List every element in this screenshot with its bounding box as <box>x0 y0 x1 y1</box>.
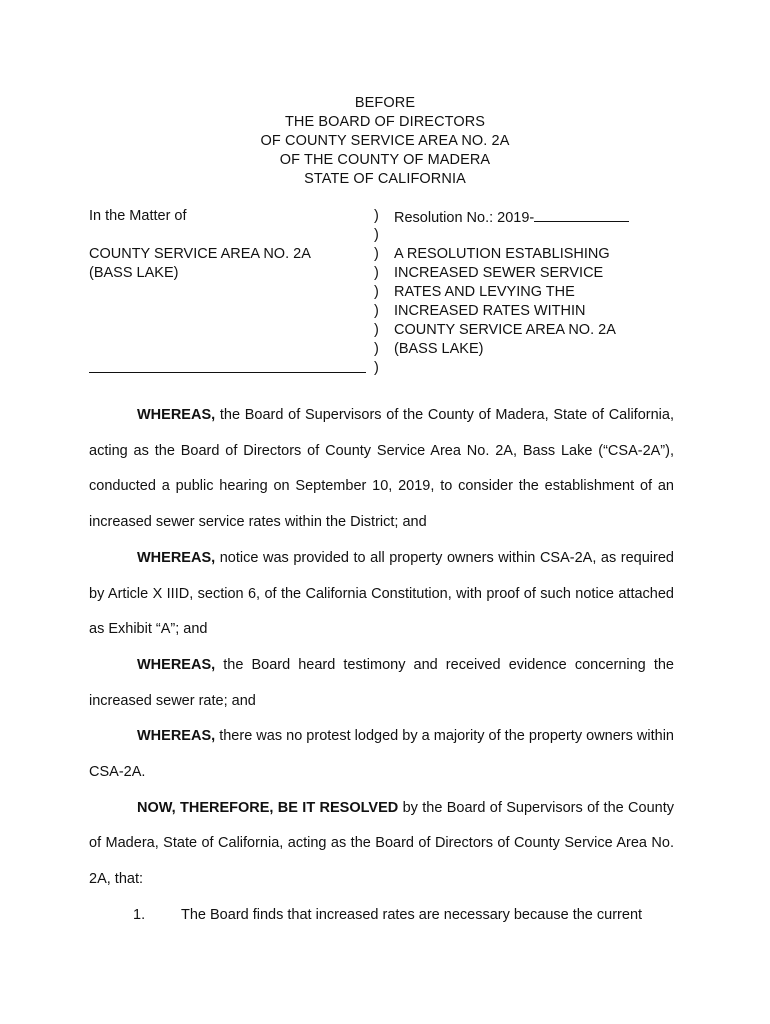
paragraph-lead: WHEREAS, <box>137 407 216 423</box>
paragraph-text: there was no protest lodged by a majority of the property owners within CSA-2A. <box>89 728 674 781</box>
case-caption <box>89 207 689 387</box>
paragraph-text: by the Board of Supervisors of the County of Madera, State of California, acting as the Board of Directors of County Service Area No. 2A, that: <box>89 799 674 888</box>
resolution-number-label: Resolution No.: 2019- <box>394 210 535 226</box>
resolution-title-line: COUNTY SERVICE AREA NO. 2A <box>394 322 616 338</box>
numbered-item-1 <box>89 898 674 934</box>
resolution-number-line <box>394 207 694 226</box>
paragraph-text: the Board heard testimony and received evidence concerning the increased sewer rate; and <box>89 656 674 709</box>
paren: ) <box>374 227 379 243</box>
resolution-title-line: (BASS LAKE) <box>394 341 484 357</box>
header-line-state: STATE OF CALIFORNIA <box>304 171 466 187</box>
paren: ) <box>374 246 379 262</box>
paren: ) <box>374 208 379 224</box>
caption-paren-column <box>374 207 384 378</box>
paragraph-lead: WHEREAS, <box>137 656 216 673</box>
whereas-paragraph-1 <box>89 398 674 541</box>
whereas-paragraph-2 <box>89 541 674 648</box>
paren: ) <box>374 265 379 281</box>
caption-left-column <box>89 207 369 283</box>
paragraph-text: the Board of Supervisors of the County of Madera, State of California, acting as the Board of Directors of County Service Area No. 2A, Bass Lake (“CSA-2A”), conducted a public hearing on September 10, 2019, to consider the establishment of an increased sewer service rates within the District; and <box>89 407 674 531</box>
document-header <box>0 94 770 189</box>
header-line-county: OF THE COUNTY OF MADERA <box>279 152 491 168</box>
whereas-paragraph-3 <box>89 648 674 719</box>
resolved-paragraph <box>89 791 674 898</box>
caption-right-column <box>394 207 694 359</box>
matter-label: In the Matter of <box>89 208 187 224</box>
resolution-title-line: RATES AND LEVYING THE <box>394 284 575 300</box>
paragraph-text: notice was provided to all property owners within CSA-2A, as required by Article X IIID, section 6, of the California Constitution, with proof of such notice attached as Exhibit “A”; and <box>89 549 674 638</box>
header-line-csa: OF COUNTY SERVICE AREA NO. 2A <box>260 133 510 149</box>
document-body <box>89 398 674 934</box>
resolution-number-blank <box>534 207 629 222</box>
paragraph-lead: WHEREAS, <box>137 549 216 566</box>
paragraph-lead: WHEREAS, <box>137 728 216 745</box>
paragraph-lead: NOW, THEREFORE, BE IT RESOLVED <box>137 799 399 816</box>
paren: ) <box>374 303 379 319</box>
header-line-before: BEFORE <box>354 95 416 111</box>
header-line-board: THE BOARD OF DIRECTORS <box>284 114 486 130</box>
item-text: The Board finds that increased rates are necessary because the current <box>181 906 643 923</box>
caption-underline <box>89 372 366 373</box>
party-name: COUNTY SERVICE AREA NO. 2A <box>89 246 311 262</box>
paren: ) <box>374 322 379 338</box>
resolution-title-line: INCREASED SEWER SERVICE <box>394 265 604 281</box>
whereas-paragraph-4 <box>89 719 674 790</box>
resolution-title-line: INCREASED RATES WITHIN <box>394 303 586 319</box>
paren: ) <box>374 341 379 357</box>
paren: ) <box>374 360 379 376</box>
party-subname: (BASS LAKE) <box>89 265 179 281</box>
paren: ) <box>374 284 379 300</box>
resolution-title-line: A RESOLUTION ESTABLISHING <box>394 246 610 262</box>
item-number: 1. <box>133 906 146 923</box>
